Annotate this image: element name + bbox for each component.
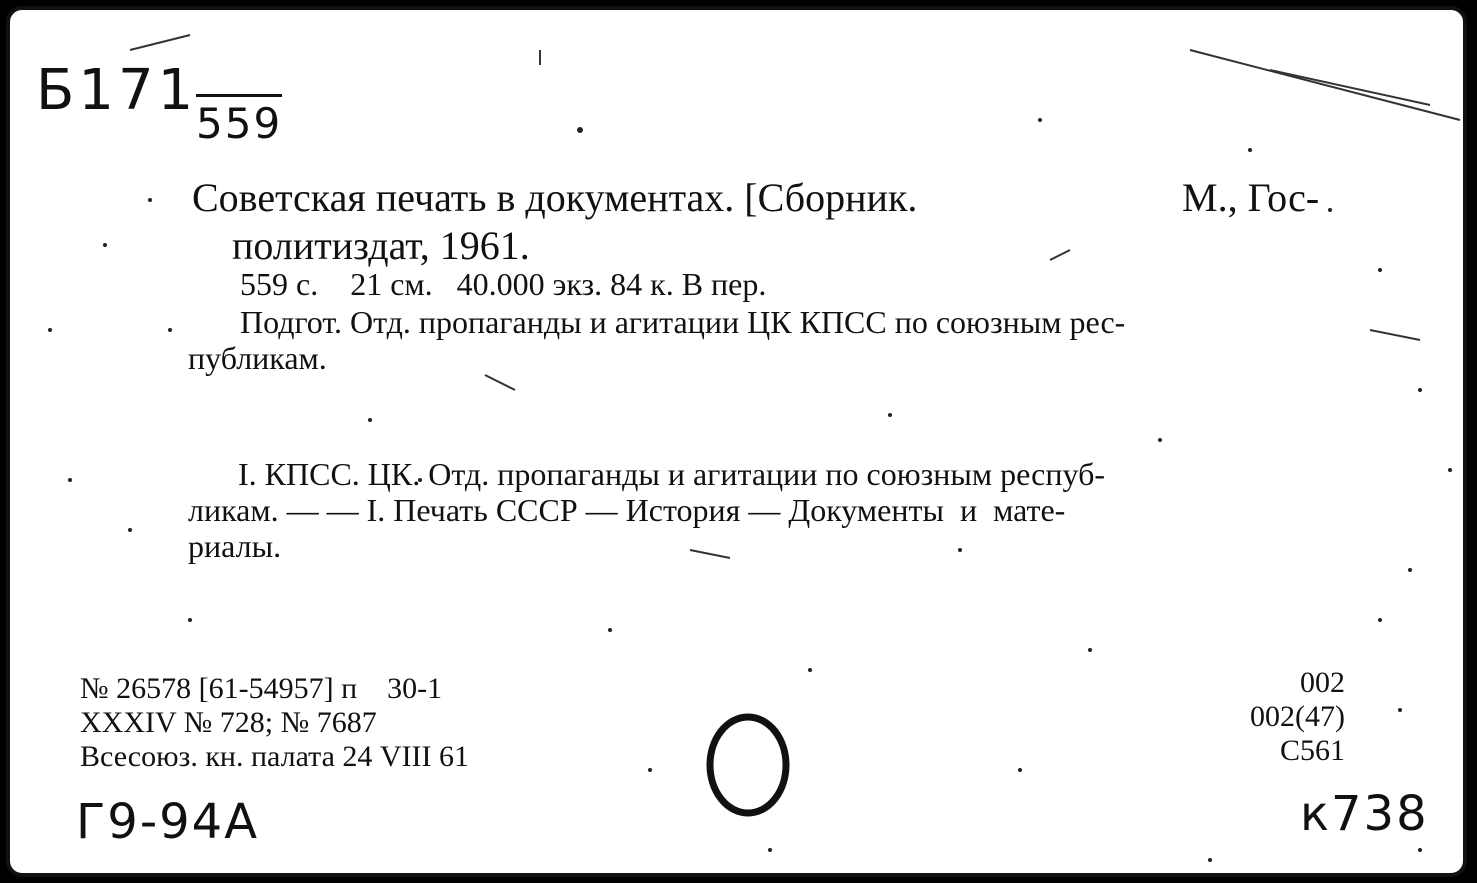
footer-line-2: XXXIV № 728; № 7687 <box>80 706 377 739</box>
title-line-2: политиздат, 1961. <box>232 223 530 268</box>
title-line-1: Советская печать в документах. [Сборник. <box>192 175 918 220</box>
footer-line-1: № 26578 [61-54957] п 30-1 <box>80 672 443 705</box>
punch-hole <box>703 710 793 820</box>
note-line-1: Подгот. Отд. пропаганды и агитации ЦК КПСС по союзным рес- <box>240 304 1126 340</box>
tracing-line-1: I. КПСС. ЦК. Отд. пропаганды и агитации по союзным респуб- <box>238 456 1106 492</box>
handwritten-bottom-right: к738 <box>1300 786 1429 842</box>
footer-line-3: Всесоюз. кн. палата 24 VIII 61 <box>80 740 470 773</box>
tracing-line-2: ликам. — — I. Печать СССР — История — Документы и мате- <box>188 492 1066 528</box>
note-line-2: публикам. <box>188 340 327 376</box>
shelf-mark-sub: 559 <box>196 94 282 148</box>
classification-1: 002 <box>1300 666 1345 699</box>
catalog-card <box>6 6 1467 877</box>
classification-2: 002(47) <box>1250 700 1345 733</box>
physical-description: 559 с. 21 см. 40.000 экз. 84 к. В пер. <box>240 266 767 302</box>
classification-3: С561 <box>1279 734 1345 767</box>
handwritten-bottom-left: Г9-94А <box>76 794 260 850</box>
shelf-mark-main: Б171 <box>36 58 198 123</box>
shelf-mark <box>36 58 197 123</box>
title-imprint: М., Гос- <box>1182 175 1320 220</box>
tracing-line-3: риалы. <box>188 528 282 564</box>
